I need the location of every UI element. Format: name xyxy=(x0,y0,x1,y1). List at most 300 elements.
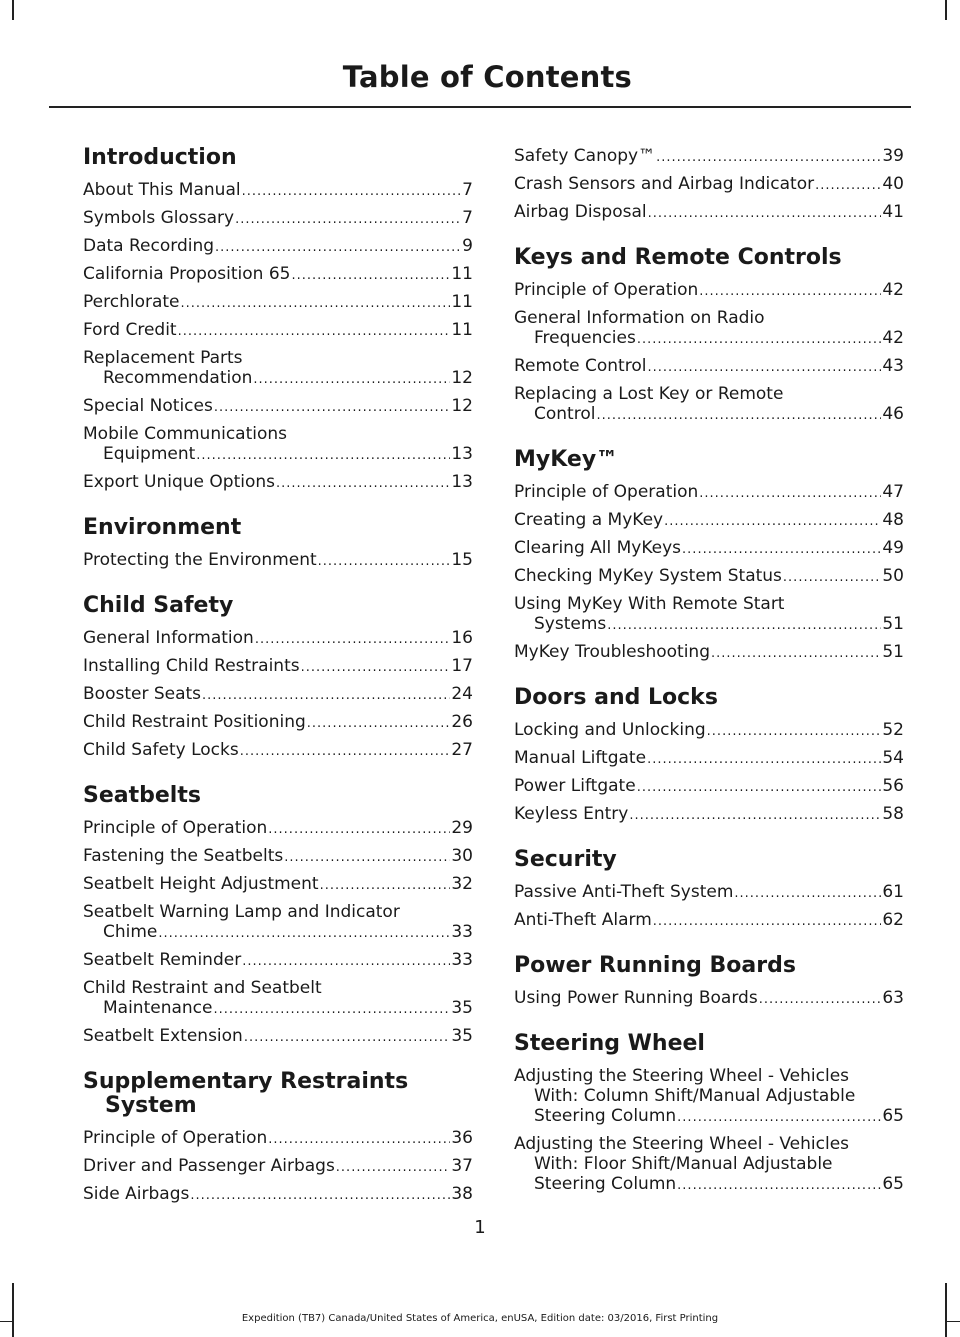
toc-entry[interactable] xyxy=(514,1134,904,1196)
toc-entry-page: 35 xyxy=(451,1026,473,1046)
toc-entry-label: Side Airbags xyxy=(83,1184,190,1204)
toc-entry-text xyxy=(514,146,904,168)
toc-entry[interactable] xyxy=(514,882,904,904)
toc-entry-label: Child Safety Locks xyxy=(83,740,239,760)
toc-entry[interactable] xyxy=(514,748,904,770)
dot-leader xyxy=(629,806,881,826)
dot-leader xyxy=(783,568,881,588)
toc-entry-last-line xyxy=(514,642,904,664)
section-heading-line: Security xyxy=(514,847,617,872)
toc-entry-label: Installing Child Restraints xyxy=(83,656,300,676)
toc-entry[interactable] xyxy=(514,910,904,932)
toc-entry-text xyxy=(514,1134,904,1196)
dot-leader xyxy=(253,370,450,390)
section-heading-line: Supplementary Restraints xyxy=(83,1069,409,1094)
toc-entry-label: Systems xyxy=(534,614,607,634)
section-heading xyxy=(83,1070,473,1118)
footer-edition-info: Expedition (TB7) Canada/United States of America, enUSA, Edition date: 03/2016, First Printing xyxy=(241,1313,719,1324)
toc-section xyxy=(83,784,473,1048)
toc-entry-label: Steering Column xyxy=(534,1106,677,1126)
dot-leader xyxy=(268,820,450,840)
toc-section xyxy=(83,594,473,762)
toc-entry-text xyxy=(514,538,904,560)
toc-entry-label: Checking MyKey System Status xyxy=(514,566,782,586)
toc-entry-text xyxy=(83,320,473,342)
toc-entry-page: 62 xyxy=(882,910,904,930)
toc-entry-page: 46 xyxy=(882,404,904,424)
toc-entry-last-line xyxy=(83,998,473,1020)
toc-section xyxy=(514,246,904,426)
toc-entry-last-line xyxy=(83,1128,473,1150)
toc-entry-page: 30 xyxy=(451,846,473,866)
toc-entry-last-line xyxy=(514,174,904,196)
toc-entry-text xyxy=(83,818,473,840)
toc-entry-last-line xyxy=(83,628,473,650)
toc-entry-page: 7 xyxy=(462,208,473,228)
toc-entry-label: Chime xyxy=(103,922,158,942)
toc-entry-last-line xyxy=(514,146,904,168)
dot-leader xyxy=(656,148,881,168)
toc-entry-page: 47 xyxy=(882,482,904,502)
toc-entry-text xyxy=(83,978,473,1020)
dot-leader xyxy=(815,176,881,196)
toc-entry-text xyxy=(514,308,904,350)
toc-entry-text xyxy=(514,910,904,932)
toc-entry[interactable] xyxy=(83,1026,473,1048)
toc-entry-page: 51 xyxy=(882,642,904,662)
toc-entry-page: 65 xyxy=(882,1106,904,1126)
toc-entry-last-line xyxy=(514,1106,904,1128)
toc-entry-page: 35 xyxy=(451,998,473,1018)
section-heading-line: Keys and Remote Controls xyxy=(514,245,842,270)
toc-entry-last-line xyxy=(83,550,473,572)
dot-leader xyxy=(244,1028,451,1048)
toc-entry-text xyxy=(83,1184,473,1206)
toc-entry-last-line xyxy=(514,720,904,742)
toc-entry[interactable] xyxy=(83,396,473,418)
toc-entry-label: Maintenance xyxy=(103,998,213,1018)
toc-entry-last-line xyxy=(83,1184,473,1206)
dot-leader xyxy=(682,540,881,560)
toc-entry-text xyxy=(83,1026,473,1048)
toc-entry-text xyxy=(83,902,473,944)
toc-entry-page: 26 xyxy=(451,712,473,732)
toc-entry-page: 42 xyxy=(882,328,904,348)
dot-leader xyxy=(307,714,451,734)
toc-entry-page: 41 xyxy=(882,202,904,222)
toc-entry-text xyxy=(83,472,473,494)
toc-entry-label: Principle of Operation xyxy=(514,482,699,502)
toc-entry-page: 13 xyxy=(451,444,473,464)
toc-entry-last-line xyxy=(514,328,904,350)
toc-entry-text xyxy=(83,292,473,314)
dot-leader xyxy=(699,282,881,302)
toc-entry-label: Equipment xyxy=(103,444,196,464)
toc-entry-page: 65 xyxy=(882,1174,904,1194)
toc-entry-last-line xyxy=(83,1026,473,1048)
toc-entry[interactable] xyxy=(83,180,473,202)
crop-mark-bottom-right-v xyxy=(945,1283,947,1337)
toc-entry-text xyxy=(83,264,473,286)
toc-entry[interactable] xyxy=(83,978,473,1020)
toc-entry-label: Seatbelt Height Adjustment xyxy=(83,874,319,894)
toc-entry[interactable] xyxy=(514,804,904,826)
section-heading xyxy=(83,146,473,170)
crop-mark-top-right-v xyxy=(945,0,947,20)
toc-entry[interactable] xyxy=(514,146,904,168)
section-heading xyxy=(514,1032,904,1056)
toc-entry-label: Crash Sensors and Airbag Indicator xyxy=(514,174,815,194)
toc-entry-label: Protecting the Environment xyxy=(83,550,317,570)
toc-section xyxy=(514,954,904,1010)
title-rule xyxy=(49,106,911,108)
toc-entry-label: Seatbelt Extension xyxy=(83,1026,243,1046)
toc-entry[interactable] xyxy=(514,174,904,196)
toc-entry[interactable] xyxy=(83,1184,473,1206)
toc-entry[interactable] xyxy=(83,656,473,678)
toc-entry-label: Airbag Disposal xyxy=(514,202,647,222)
dot-leader xyxy=(284,848,450,868)
dot-leader xyxy=(158,924,450,944)
toc-entry-label: Fastening the Seatbelts xyxy=(83,846,284,866)
section-heading xyxy=(514,954,904,978)
section-heading-line: Power Running Boards xyxy=(514,953,796,978)
toc-entry-label-line: Adjusting the Steering Wheel - Vehicles xyxy=(514,1066,850,1086)
toc-entry-label: Steering Column xyxy=(534,1174,677,1194)
toc-entry-text xyxy=(514,720,904,742)
toc-entry-text xyxy=(83,712,473,734)
toc-entry-page: 40 xyxy=(882,174,904,194)
dot-leader xyxy=(596,406,881,426)
toc-entry-label-line: Replacement Parts xyxy=(83,348,243,368)
toc-entry-label: Remote Control xyxy=(514,356,647,376)
dot-leader xyxy=(242,182,462,202)
toc-entry-label: General Information xyxy=(83,628,254,648)
toc-entry-last-line xyxy=(514,510,904,532)
toc-entry-last-line xyxy=(83,846,473,868)
toc-entry-label: Recommendation xyxy=(103,368,253,388)
toc-entry[interactable] xyxy=(83,684,473,706)
toc-entry[interactable] xyxy=(514,356,904,378)
toc-entry[interactable] xyxy=(514,202,904,224)
toc-entry[interactable] xyxy=(83,424,473,466)
toc-entry-label: Perchlorate xyxy=(83,292,180,312)
toc-section xyxy=(83,146,473,494)
toc-entry-label: Passive Anti-Theft System xyxy=(514,882,734,902)
dot-leader xyxy=(235,210,461,230)
toc-entry-label-line: With: Column Shift/Manual Adjustable xyxy=(534,1086,856,1106)
toc-entry-text xyxy=(83,656,473,678)
toc-entry-last-line xyxy=(514,280,904,302)
toc-entry[interactable] xyxy=(83,1128,473,1150)
dot-leader xyxy=(707,722,882,742)
toc-entry-label: Booster Seats xyxy=(83,684,202,704)
toc-entry-page: 17 xyxy=(451,656,473,676)
toc-entry-label: Frequencies xyxy=(534,328,636,348)
toc-entry[interactable] xyxy=(83,950,473,972)
toc-entry-text xyxy=(83,208,473,230)
toc-entry-last-line xyxy=(83,320,473,342)
toc-entry[interactable] xyxy=(514,308,904,350)
toc-entry-last-line xyxy=(514,614,904,636)
toc-entry-last-line xyxy=(514,882,904,904)
toc-entry[interactable] xyxy=(514,510,904,532)
toc-entry-label: Ford Credit xyxy=(83,320,177,340)
toc-entry[interactable] xyxy=(83,348,473,390)
toc-section xyxy=(83,516,473,572)
toc-entry-page: 33 xyxy=(451,922,473,942)
toc-entry-label: Creating a MyKey xyxy=(514,510,664,530)
toc-entry-page: 24 xyxy=(451,684,473,704)
crop-mark-top-left-v xyxy=(12,0,14,20)
toc-entry[interactable] xyxy=(514,776,904,798)
toc-entry-label: Export Unique Options xyxy=(83,472,276,492)
toc-entry[interactable] xyxy=(514,566,904,588)
toc-entry-text xyxy=(514,804,904,826)
section-heading-line: Introduction xyxy=(83,145,237,170)
toc-entry-page: 29 xyxy=(451,818,473,838)
section-heading-line: Seatbelts xyxy=(83,783,201,808)
toc-section xyxy=(514,848,904,932)
toc-entry[interactable] xyxy=(514,538,904,560)
dot-leader xyxy=(653,912,882,932)
toc-entry-page: 36 xyxy=(451,1128,473,1148)
toc-entry-text xyxy=(83,348,473,390)
toc-entry-label: Driver and Passenger Airbags xyxy=(83,1156,335,1176)
toc-entry-page: 58 xyxy=(882,804,904,824)
toc-entry-page: 49 xyxy=(882,538,904,558)
toc-entry-last-line xyxy=(514,910,904,932)
page-number: 1 xyxy=(474,1217,486,1238)
toc-entry[interactable] xyxy=(514,482,904,504)
toc-entry-page: 56 xyxy=(882,776,904,796)
toc-entry-page: 32 xyxy=(451,874,473,894)
toc-entry-last-line xyxy=(514,748,904,770)
toc-entry-text xyxy=(83,424,473,466)
dot-leader xyxy=(711,644,881,664)
toc-entry-text xyxy=(514,202,904,224)
toc-entry-last-line xyxy=(83,208,473,230)
toc-entry-text xyxy=(514,280,904,302)
toc-section xyxy=(514,1032,904,1196)
toc-entry[interactable] xyxy=(83,472,473,494)
toc-entry-page: 52 xyxy=(882,720,904,740)
dot-leader xyxy=(734,884,881,904)
toc-entry-last-line xyxy=(514,538,904,560)
toc-entry-label-line: Seatbelt Warning Lamp and Indicator xyxy=(83,902,400,922)
toc-entry-label: Safety Canopy™ xyxy=(514,146,656,166)
toc-entry-page: 15 xyxy=(451,550,473,570)
toc-entry-last-line xyxy=(83,874,473,896)
toc-entry-text xyxy=(514,174,904,196)
toc-entry-text xyxy=(514,510,904,532)
toc-entry-page: 63 xyxy=(882,988,904,1008)
toc-entry-text xyxy=(83,1128,473,1150)
toc-entry-last-line xyxy=(83,444,473,466)
toc-entry-page: 11 xyxy=(451,320,473,340)
toc-entry-page: 11 xyxy=(451,264,473,284)
toc-entry[interactable] xyxy=(83,236,473,258)
toc-entry[interactable] xyxy=(514,988,904,1010)
dot-leader xyxy=(291,266,450,286)
toc-entry-label: Power Liftgate xyxy=(514,776,636,796)
toc-entry-last-line xyxy=(83,950,473,972)
toc-entry-last-line xyxy=(514,404,904,426)
toc-entry[interactable] xyxy=(514,642,904,664)
toc-entry-last-line xyxy=(83,818,473,840)
toc-entry-page: 27 xyxy=(451,740,473,760)
toc-entry-label-line: With: Floor Shift/Manual Adjustable xyxy=(534,1154,833,1174)
toc-entry-text xyxy=(83,846,473,868)
toc-entry[interactable] xyxy=(83,628,473,650)
toc-right-column xyxy=(514,146,904,1218)
toc-entry-last-line xyxy=(514,776,904,798)
toc-entry-text xyxy=(514,566,904,588)
dot-leader xyxy=(178,322,451,342)
section-heading-line: Environment xyxy=(83,515,242,540)
toc-entry-label-line: General Information on Radio xyxy=(514,308,765,328)
toc-entry-page: 50 xyxy=(882,566,904,586)
toc-entry-last-line xyxy=(83,922,473,944)
toc-entry-text xyxy=(83,180,473,202)
toc-entry-page: 39 xyxy=(882,146,904,166)
toc-entry-label-line: Using MyKey With Remote Start xyxy=(514,594,785,614)
toc-entry-page: 16 xyxy=(451,628,473,648)
toc-entry-last-line xyxy=(83,740,473,762)
toc-entry-text xyxy=(514,356,904,378)
toc-entry-last-line xyxy=(83,368,473,390)
dot-leader xyxy=(699,484,881,504)
toc-entry-label: Child Restraint Positioning xyxy=(83,712,306,732)
section-heading xyxy=(514,848,904,872)
toc-entry[interactable] xyxy=(83,712,473,734)
crop-mark-bottom-left-v xyxy=(12,1283,14,1337)
toc-entry-page: 7 xyxy=(462,180,473,200)
toc-entry-text xyxy=(83,950,473,972)
toc-entry-label-line: Mobile Communications xyxy=(83,424,288,444)
dot-leader xyxy=(242,952,450,972)
toc-entry-text xyxy=(514,882,904,904)
toc-entry-label-line: Child Restraint and Seatbelt xyxy=(83,978,322,998)
toc-entry[interactable] xyxy=(83,264,473,286)
toc-entry[interactable] xyxy=(83,874,473,896)
toc-entry-label-line: Replacing a Lost Key or Remote xyxy=(514,384,784,404)
toc-section xyxy=(514,686,904,826)
toc-entry[interactable] xyxy=(83,208,473,230)
toc-entry-text xyxy=(83,684,473,706)
toc-entry-last-line xyxy=(83,472,473,494)
toc-entry-label-line: Adjusting the Steering Wheel - Vehicles xyxy=(514,1134,850,1154)
dot-leader xyxy=(196,446,450,466)
toc-entry-text xyxy=(83,628,473,650)
section-heading xyxy=(83,784,473,808)
toc-entry-last-line xyxy=(514,202,904,224)
toc-entry-last-line xyxy=(83,264,473,286)
toc-entry-label: Principle of Operation xyxy=(83,818,268,838)
toc-entry-page: 37 xyxy=(451,1156,473,1176)
toc-entry[interactable] xyxy=(83,1156,473,1178)
toc-entry[interactable] xyxy=(514,280,904,302)
toc-entry[interactable] xyxy=(83,740,473,762)
toc-entry[interactable] xyxy=(83,320,473,342)
toc-entry-page: 42 xyxy=(882,280,904,300)
dot-leader xyxy=(255,630,451,650)
toc-entry-label: Anti-Theft Alarm xyxy=(514,910,652,930)
section-heading xyxy=(514,246,904,270)
section-heading xyxy=(514,686,904,710)
toc-section xyxy=(514,146,904,224)
toc-entry-label: About This Manual xyxy=(83,180,241,200)
toc-entry-text xyxy=(83,740,473,762)
toc-entry-last-line xyxy=(83,292,473,314)
dot-leader xyxy=(301,658,451,678)
dot-leader xyxy=(637,778,882,798)
toc-entry-label: Clearing All MyKeys xyxy=(514,538,682,558)
dot-leader xyxy=(320,876,451,896)
dot-leader xyxy=(214,398,451,418)
toc-section xyxy=(83,1070,473,1206)
toc-entry-page: 48 xyxy=(882,510,904,530)
toc-entry-last-line xyxy=(83,712,473,734)
section-heading xyxy=(514,448,904,472)
toc-entry-last-line xyxy=(83,180,473,202)
toc-entry[interactable] xyxy=(83,846,473,868)
toc-entry[interactable] xyxy=(83,818,473,840)
toc-section xyxy=(514,448,904,664)
toc-entry-text xyxy=(514,748,904,770)
toc-entry-label: Symbols Glossary xyxy=(83,208,235,228)
dot-leader xyxy=(677,1176,881,1196)
dot-leader xyxy=(677,1108,881,1128)
toc-entry-page: 9 xyxy=(462,236,473,256)
toc-entry-page: 12 xyxy=(451,368,473,388)
toc-entry-text xyxy=(514,384,904,426)
dot-leader xyxy=(215,238,461,258)
dot-leader xyxy=(647,358,881,378)
section-heading-line: System xyxy=(105,1093,197,1118)
toc-entry-label: Seatbelt Reminder xyxy=(83,950,242,970)
toc-entry-label: Principle of Operation xyxy=(514,280,699,300)
dot-leader xyxy=(637,330,882,350)
toc-entry[interactable] xyxy=(514,594,904,636)
toc-entry[interactable] xyxy=(83,292,473,314)
toc-entry-last-line xyxy=(83,684,473,706)
toc-entry[interactable] xyxy=(83,902,473,944)
toc-entry-label: MyKey Troubleshooting xyxy=(514,642,710,662)
dot-leader xyxy=(181,294,451,314)
toc-entry-page: 12 xyxy=(451,396,473,416)
dot-leader xyxy=(336,1158,451,1178)
toc-entry-last-line xyxy=(514,356,904,378)
dot-leader xyxy=(318,552,451,572)
toc-entry[interactable] xyxy=(514,720,904,742)
dot-leader xyxy=(647,750,881,770)
dot-leader xyxy=(664,512,881,532)
toc-entry-label: Control xyxy=(534,404,596,424)
dot-leader xyxy=(268,1130,450,1150)
toc-entry-label: Principle of Operation xyxy=(83,1128,268,1148)
toc-entry-last-line xyxy=(514,1174,904,1196)
toc-entry-text xyxy=(83,396,473,418)
toc-entry-label: Using Power Running Boards xyxy=(514,988,758,1008)
toc-left-column xyxy=(83,146,473,1228)
toc-entry-text xyxy=(514,594,904,636)
toc-entry[interactable] xyxy=(514,384,904,426)
toc-entry[interactable] xyxy=(83,550,473,572)
dot-leader xyxy=(213,1000,450,1020)
toc-entry[interactable] xyxy=(514,1066,904,1128)
toc-entry-text xyxy=(514,1066,904,1128)
